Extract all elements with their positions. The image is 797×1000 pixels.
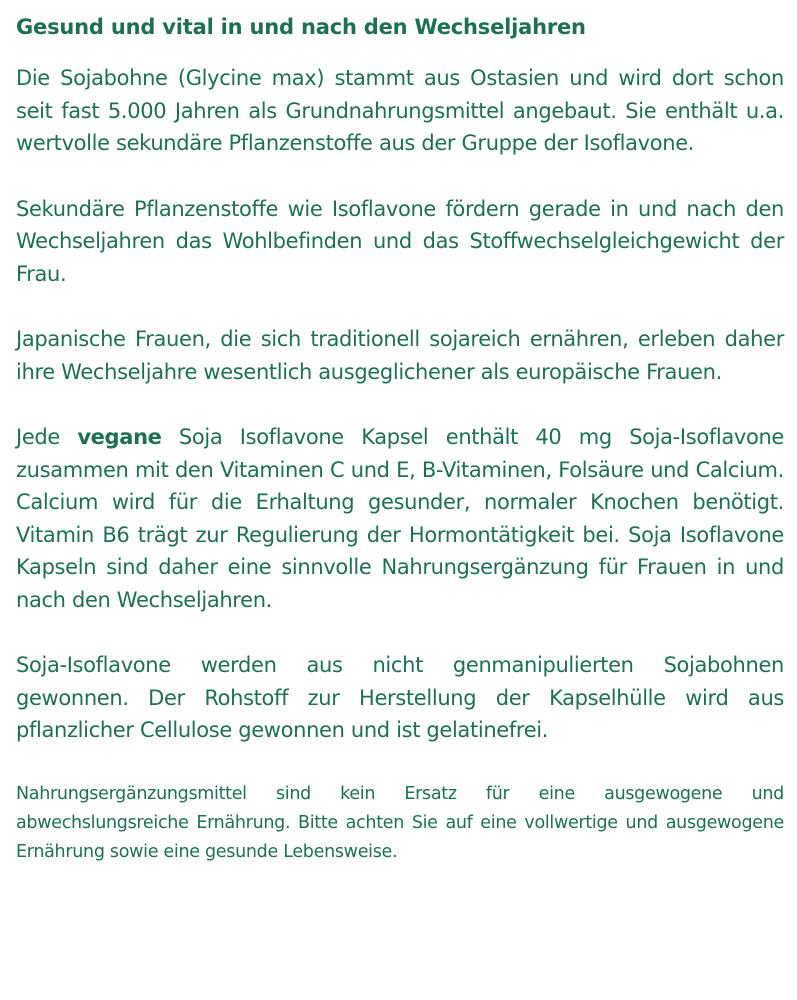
paragraph-japanese-women: Japanische Frauen, die sich traditionell sojareich ernähren, erleben daher ihre Wechseljahre wesentlich ausgeglichener als europäische Frauen.	[16, 327, 784, 384]
paragraph-benefits: Sekundäre Pflanzenstoffe wie Isoflavone fördern gerade in und nach den Wechseljahren das Wohlbefinden und das Stoffwechselgleichgewicht der Frau.	[16, 196, 784, 286]
disclaimer-note: Nahrungsergänzungsmittel sind kein Ersatz für eine ausgewogene und abwechslungsreiche Ernährung. Bitte achten Sie auf eine vollwertige und ausgewogene Ernährung sowie eine gesunde Lebensweise.	[16, 783, 784, 862]
capsule-text-before: Jede	[16, 425, 78, 449]
paragraph-capsule-contents	[16, 421, 784, 616]
paragraph-origin: Die Sojabohne (Glycine max) stammt aus Ostasien und wird dort schon seit fast 5.000 Jahren als Grundnahrungsmittel angebaut. Sie enthält u.a. wertvolle sekundäre Pflanzenstoffe aus der Gruppe der Isoflavone.	[16, 66, 784, 155]
product-description	[16, 12, 784, 867]
page-title: Gesund und vital in und nach den Wechseljahren	[16, 15, 586, 39]
paragraph-source: Soja-Isoflavone werden aus nicht genmanipulierten Sojabohnen gewonnen. Der Rohstoff zur Herstellung der Kapselhülle wird aus pflanzlicher Cellulose gewonnen und ist gelatinefrei.	[16, 653, 784, 742]
capsule-text-after: Soja Isoflavone Kapsel enthält 40 mg Soja-Isoflavone zusammen mit den Vitaminen C und E, B-Vitaminen, Folsäure und Calcium. Calcium wird für die Erhaltung gesunder, normaler Knochen benötigt. Vitamin B6 trägt zur Regulierung der Hormontätigkeit bei. Soja Isoflavone Kapseln sind daher eine sinnvolle Nahrungsergänzung für Frauen in und nach den Wechseljahren.	[16, 425, 784, 612]
vegan-highlight: vegane	[77, 425, 162, 449]
